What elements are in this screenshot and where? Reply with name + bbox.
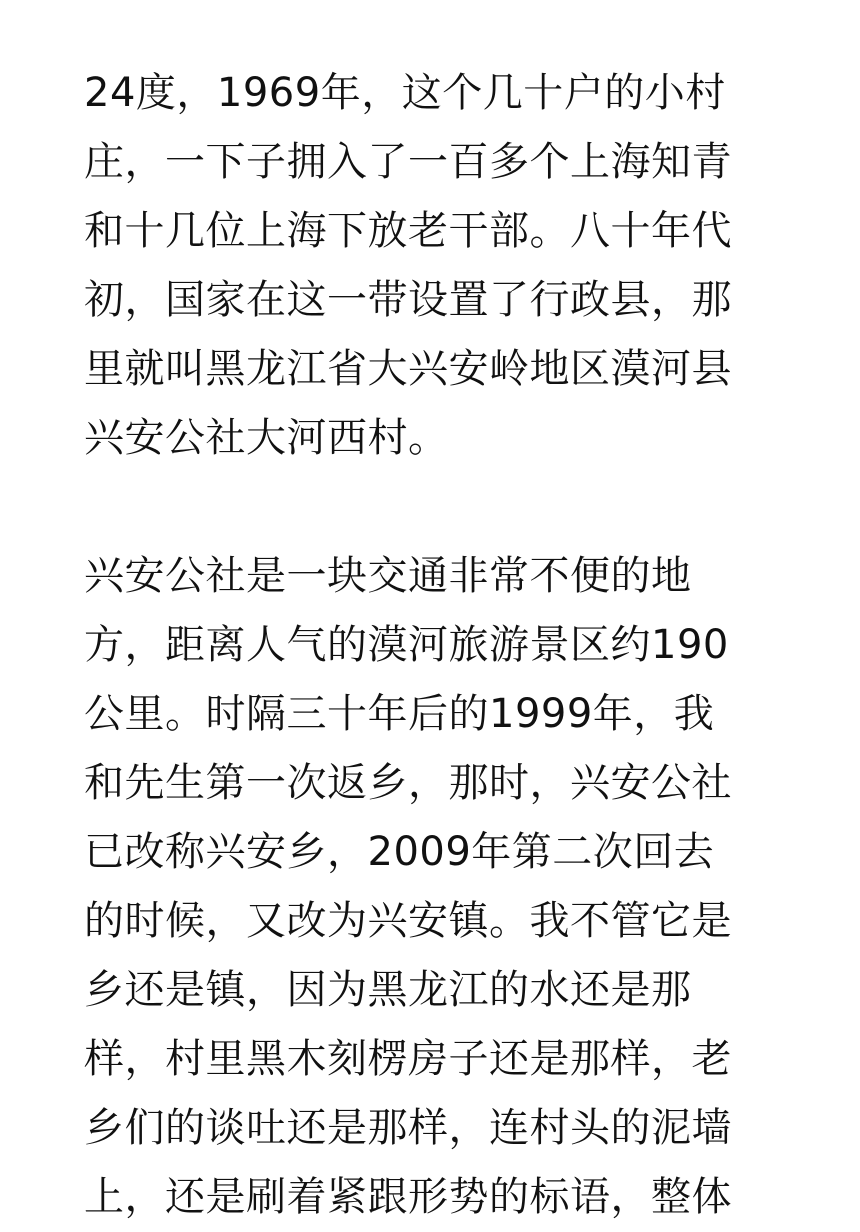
text-line: 乡还是镇，因为黑龙江的水还是那 (84, 967, 692, 1013)
text-line: 已改称兴安乡，2009年第二次回去 (84, 829, 715, 875)
text-line: 兴安公社大河西村。 (84, 415, 449, 461)
text-line: 的时候，又改为兴安镇。我不管它是 (84, 898, 732, 944)
text-line: 样，村里黑木刻楞房子还是那样，老 (84, 1036, 732, 1082)
article-body (84, 59, 784, 1232)
text-line: 上，还是刷着紧跟形势的标语，整体 (84, 1174, 732, 1220)
text-line: 公里。时隔三十年后的1999年，我 (84, 691, 715, 737)
text-line: 24度，1969年，这个几十户的小村 (84, 70, 726, 116)
text-line: 和先生第一次返乡，那时，兴安公社 (84, 760, 732, 806)
text-line: 乡们的谈吐还是那样，连村头的泥墙 (84, 1105, 732, 1151)
paragraph-2 (84, 542, 784, 1232)
paragraph-1 (84, 59, 784, 473)
text-line: 庄，一下子拥入了一百多个上海知青 (84, 139, 732, 185)
text-line: 方，距离人气的漠河旅游景区约190 (84, 622, 729, 668)
text-line: 初，国家在这一带设置了行政县，那 (84, 277, 732, 323)
text-line: 里就叫黑龙江省大兴安岭地区漠河县 (84, 346, 732, 392)
text-line: 兴安公社是一块交通非常不便的地 (84, 553, 692, 599)
text-line: 和十几位上海下放老干部。八十年代 (84, 208, 732, 254)
